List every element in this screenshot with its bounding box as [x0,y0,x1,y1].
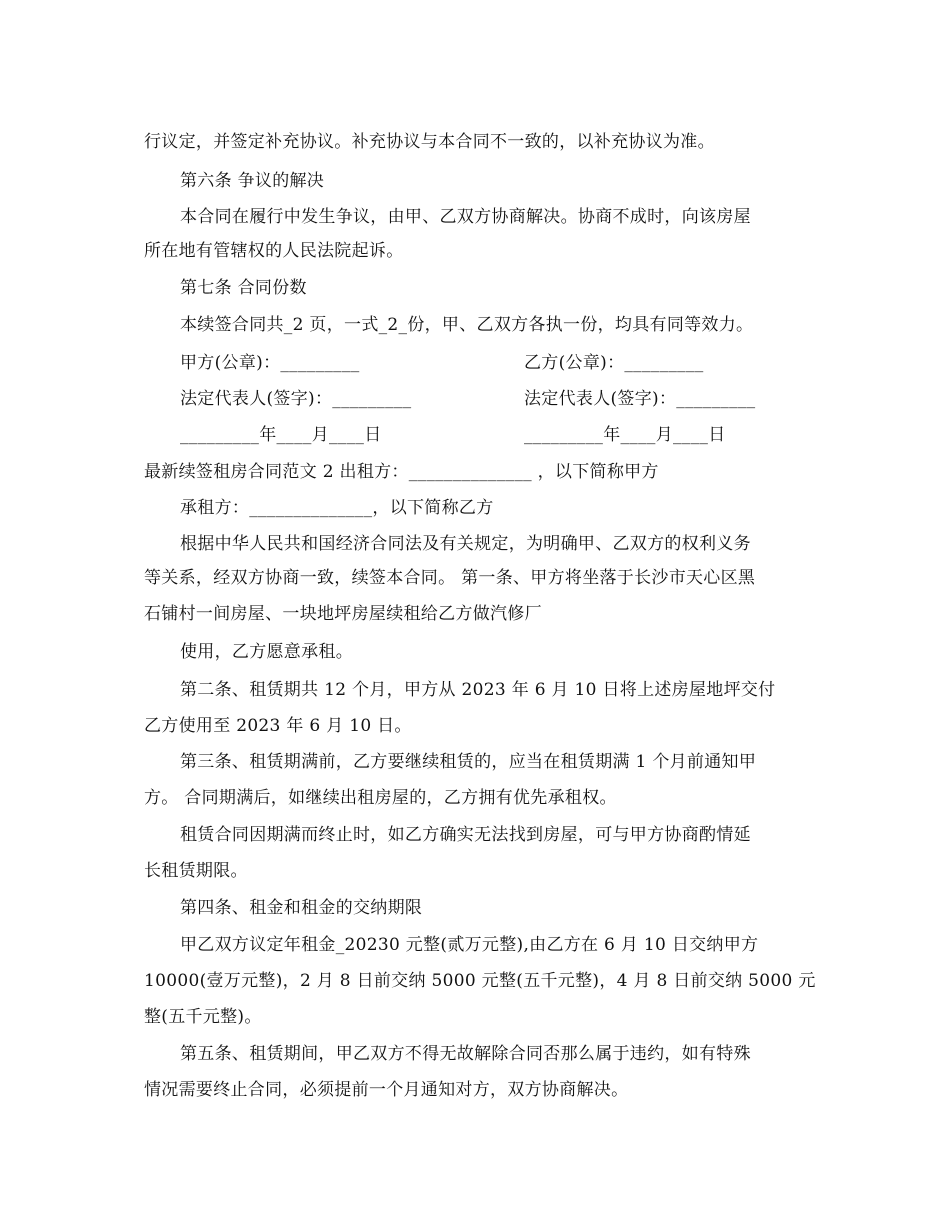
text-line: 长租赁期限。 [144,861,248,881]
text-line: 行议定，并签定补充协议。补充协议与本合同不一致的，以补充协议为准。 [144,132,715,152]
text-line: 第三条、租赁期满前，乙方要继续租赁的，应当在租赁期满 1 个月前通知甲 [180,752,757,772]
text-line: 根据中华人民共和国经济合同法及有关规定，为明确甲、乙双方的权利义务 [180,534,751,554]
text-line: 本续签合同共_2 页，一式_2_份，甲、乙双方各执一份，均具有同等效力。 [180,315,754,335]
text-line: 情况需要终止合同，必须提前一个月通知对方，双方协商解决。 [144,1080,629,1100]
text-line: 第二条、租赁期共 12 个月，甲方从 2023 年 6 月 10 日将上述房屋地坪交付 [180,680,776,700]
section-heading: 第七条 合同份数 [180,278,307,298]
party-a-date-line: _________年____月____日 [180,425,382,445]
party-b-date-line: _________年____月____日 [524,425,726,445]
party-a-representative-line: 法定代表人(签字)：_________ [180,389,412,409]
text-line: 甲乙双方议定年租金_20230 元整(贰万元整),由乙方在 6 月 10 日交纳甲方 [180,935,759,955]
text-line: 使用，乙方愿意承租。 [180,642,353,662]
party-b-seal-line: 乙方(公章)：_________ [524,353,704,373]
text-line: 乙方使用至 2023 年 6 月 10 日。 [144,716,412,736]
text-line: 整(五千元整)。 [144,1007,262,1027]
text-line: 10000(壹万元整)，2 月 8 日前交纳 5000 元整(五千元整)，4 月 8 日前交纳 5000 元 [144,971,816,991]
text-line: 本合同在履行中发生争议，由甲、乙双方协商解决。协商不成时，向该房屋 [180,207,751,227]
party-b-representative-line: 法定代表人(签字)：_________ [524,389,756,409]
text-line: 等关系，经双方协商一致，续签本合同。 第一条、甲方将坐落于长沙市天心区黑 [144,568,756,588]
party-a-seal-line: 甲方(公章)：_________ [180,353,360,373]
text-line: 承租方：______________，以下简称乙方 [180,498,494,518]
text-line: 租赁合同因期满而终止时，如乙方确实无法找到房屋，可与甲方协商酌情延 [180,825,751,845]
text-line: 石铺村一间房屋、一块地坪房屋续租给乙方做汽修厂 [144,604,542,624]
text-line: 所在地有管辖权的人民法院起诉。 [144,241,404,261]
text-line: 第五条、租赁期间，甲乙双方不得无故解除合同否那么属于违约，如有特殊 [180,1044,751,1064]
text-line: 方。 合同期满后，如继续出租房屋的，乙方拥有优先承租权。 [144,788,617,808]
text-line: 最新续签租房合同范文 2 出租方：______________ ，以下简称甲方 [144,462,659,482]
section-heading: 第四条、租金和租金的交纳期限 [180,898,423,918]
section-heading: 第六条 争议的解决 [180,171,325,191]
